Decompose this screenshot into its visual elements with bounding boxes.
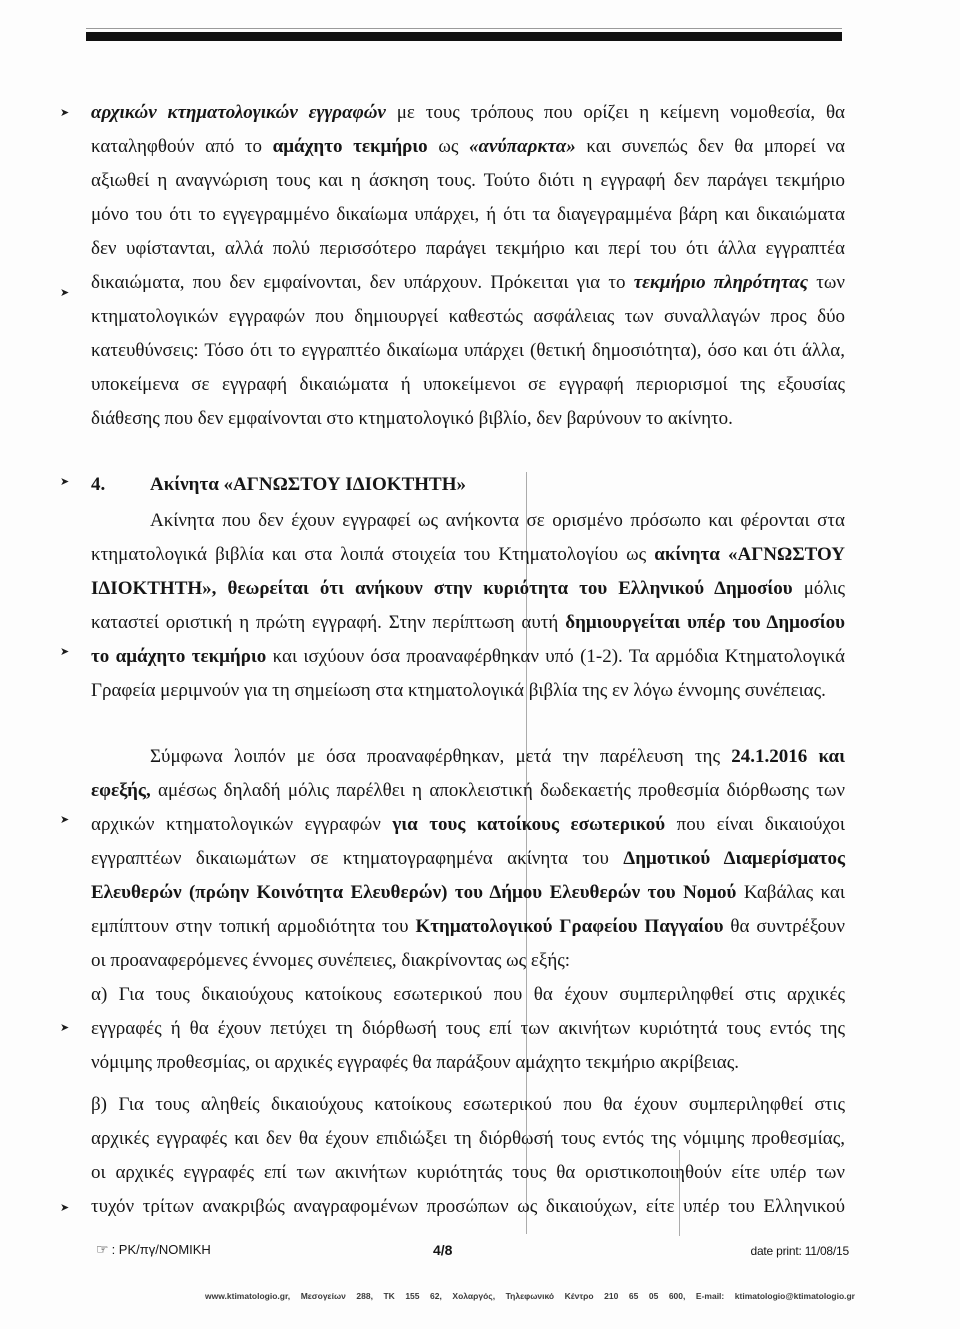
- text-line: [91, 1122, 845, 1156]
- line-text: [91, 306, 845, 327]
- line-text: [91, 612, 845, 633]
- margin-pointer-icon: ➤: [60, 475, 70, 488]
- text-run: Καβάλας και: [736, 882, 845, 903]
- text-run: τυχόν τρίτων ανακριβώς αναγραφομένων προσώπων ως δικαιούχων, είτε υπέρ του Ελληνικού: [91, 1196, 845, 1217]
- page-footer: [0, 1239, 960, 1261]
- text-run: εγγραφές ή θα έχουν πετύχει τη διόρθωσή τους επί των ακινήτων κυριότητά τους εντός της: [91, 1018, 845, 1039]
- text-line: [91, 96, 845, 130]
- paragraph-case-a: [91, 978, 845, 1080]
- line-text: [91, 950, 570, 971]
- text-run: αρχικές εγγραφές και δεν θα έχουν επιδιώξει τη διόρθωσή τους εντός της νόμιμης προθεσμίας,: [91, 1128, 845, 1149]
- text-run: αξιωθεί η αναγνώριση τους και η άσκηση τους. Τούτο διότι η εγγραφή δεν παράγει τεκμήριο: [91, 170, 845, 191]
- bold-italic-text: «ανύπαρκτα»: [469, 136, 576, 157]
- text-run: α) Για τους δικαιούχους κατοίκους εσωτερικού που θα έχουν συμπεριληφθεί στις αρχικές: [91, 984, 845, 1005]
- paragraph-registrations: [91, 96, 845, 436]
- text-run: που είναι δικαιούχοι: [665, 814, 845, 835]
- text-run: μόνο του ότι το εγγεγραμμένο δικαίωμα υπάρχει, ή ότι τα διαγεγραμμένα βάρη και δικαιώματα: [91, 204, 845, 225]
- line-text: [91, 882, 845, 903]
- line-text: [91, 408, 733, 429]
- line-text: [91, 780, 845, 801]
- text-line: [91, 198, 845, 232]
- line-text: [91, 578, 845, 599]
- pointing-hand-icon: ☞: [96, 1242, 109, 1258]
- text-run: εγγραπτέων δικαιωμάτων σε κτηματογραφημένα ακίνητα του: [91, 848, 624, 869]
- line-text: [150, 510, 845, 531]
- line-text: [91, 848, 845, 869]
- text-line: [91, 266, 845, 300]
- section-title: Ακίνητα «ΑΓΝΩΣΤΟΥ ΙΔΙΟΚΤΗΤΗ»: [150, 474, 466, 495]
- text-run: Γραφεία μεριμνούν για τη σημείωση στα κτηματολογικά βιβλία της εν λόγω έννομης συνέπειας.: [91, 680, 826, 701]
- text-line: [91, 740, 845, 774]
- text-line: [91, 978, 845, 1012]
- margin-pointer-icon: ➤: [60, 1021, 70, 1034]
- margin-pointer-icon: ➤: [60, 1201, 70, 1214]
- text-line: [91, 944, 845, 978]
- line-text: [91, 544, 845, 565]
- line-text: [91, 680, 826, 701]
- text-run: δικαιώματα, που δεν εμφαίνονται, δεν υπάρχουν. Πρόκειται για το: [91, 272, 634, 293]
- text-line: [91, 876, 845, 910]
- section-heading: [91, 468, 845, 502]
- bold-italic-text: τεκμήριο πληρότητας: [633, 272, 809, 293]
- bold-text: Κτηματολογικού Γραφείου Παγγαίου: [415, 916, 724, 937]
- text-line: [91, 1012, 845, 1046]
- paragraph-consequences: [91, 740, 845, 978]
- text-run: θα συντρέξουν: [723, 916, 845, 937]
- text-run: διάθεσης που δεν εμφαίνονται στο κτηματολογικό βιβλίο, δεν βαρύνουν το ακίνητο.: [91, 408, 733, 429]
- text-run: καταστεί οριστική η πρώτη εγγραφή. Στην περίπτωση αυτή: [91, 612, 566, 633]
- paragraph-case-b: [91, 1088, 845, 1224]
- text-run: αρχικών κτηματολογικών εγγραφών: [91, 814, 393, 835]
- scan-edge-line: [86, 28, 842, 29]
- bold-text: δημιουργείται υπέρ του Δημοσίου: [565, 612, 845, 633]
- line-text: [91, 170, 845, 191]
- line-text: [91, 1128, 845, 1149]
- line-text: [91, 814, 845, 835]
- paragraph-unknown-owner: [91, 504, 845, 708]
- line-text: [91, 1018, 845, 1039]
- text-line: [91, 572, 845, 606]
- address-line: [205, 1290, 855, 1302]
- text-run: ως: [427, 136, 470, 157]
- text-run: Σύμφωνα λοιπόν με όσα προαναφέρθηκαν, μετά την παρέλευση της: [150, 746, 732, 767]
- line-text: [91, 272, 845, 293]
- bold-text: το αμάχητο τεκμήριο: [91, 646, 267, 667]
- text-run: αμέσως δηλαδή μόλις παρέλθει η αποκλειστική δωδεκαετής προθεσμία διόρθωσης των: [150, 780, 845, 801]
- line-text: [91, 102, 845, 123]
- text-line: [91, 842, 845, 876]
- text-run: κτηματολογικών εγγραφών που δημιουργεί καθεστώς ασφάλειας των συναλλαγών προς δύο: [91, 306, 845, 327]
- line-text: [91, 916, 845, 937]
- scan-top-bar: [86, 32, 842, 41]
- date-print: date print: 11/08/15: [750, 1244, 849, 1258]
- line-text: [91, 374, 845, 395]
- footer-reference: [96, 1241, 211, 1259]
- text-line: [91, 334, 845, 368]
- bold-italic-text: αρχικών κτηματολογικών εγγραφών: [91, 102, 386, 123]
- line-text: [91, 340, 845, 361]
- margin-pointer-icon: ➤: [60, 286, 70, 299]
- text-line: [91, 1046, 845, 1080]
- text-run: Ακίνητα που δεν έχουν εγγραφεί ως ανήκοντα σε ορισμένο πρόσωπο και φέρονται στα: [150, 510, 845, 531]
- bold-text: ακίνητα «ΑΓΝΩΣΤΟΥ: [654, 544, 845, 565]
- text-line: [91, 774, 845, 808]
- bold-text: Δημοτικού Διαμερίσματος: [623, 848, 845, 869]
- text-line: [91, 808, 845, 842]
- line-text: [91, 1162, 845, 1183]
- text-run: οι αρχικές εγγραφές επί των ακινήτων κυριότητάς τους θα οριστικοποιηθούν είτε υπέρ των: [91, 1162, 845, 1183]
- text-run: εμπίπτουν στην τοπική αρμοδιότητα του: [91, 916, 416, 937]
- text-run: και συνεπώς δεν θα μπορεί να: [575, 136, 845, 157]
- text-line: [91, 130, 845, 164]
- text-line: [91, 368, 845, 402]
- line-text: [91, 204, 845, 225]
- bold-text: αμάχητο τεκμήριο: [272, 136, 428, 157]
- text-line: [91, 1156, 845, 1190]
- bold-text: ΙΔΙΟΚΤΗΤΗ», θεωρείται ότι ανήκουν στην κυριότητα του Ελληνικού Δημοσίου: [91, 578, 793, 599]
- text-line: [91, 1088, 845, 1122]
- text-run: μόλις: [792, 578, 845, 599]
- text-run: με τους τρόπους που ορίζει η κείμενη νομοθεσία, θα: [385, 102, 846, 123]
- text-line: [91, 674, 845, 708]
- bold-text: εφεξής,: [91, 780, 151, 801]
- bold-text: Ελευθερών (πρώην Κοινότητα Ελευθερών) του Δήμου Ελευθερών του Νομού: [91, 882, 737, 903]
- text-run: νόμιμης προθεσμίας, οι αρχικές εγγραφές θα παράξουν αμάχητο τεκμήριο ακρίβειας.: [91, 1052, 739, 1073]
- text-run: υποκείμενα σε εγγραφή δικαιώματα ή υποκείμενοι σε εγγραφή περιορισμοί της εξουσίας: [91, 374, 845, 395]
- margin-pointer-icon: ➤: [60, 645, 70, 658]
- text-run: κτηματολογικά βιβλία και στα λοιπά στοιχεία του Κτηματολογίου ως: [91, 544, 655, 565]
- text-run: οι προαναφερόμενες έννομες συνέπειες, διακρίνοντας ως εξής:: [91, 950, 571, 971]
- line-text: [91, 984, 845, 1005]
- page-number: 4/8: [433, 1242, 453, 1258]
- text-line: [91, 164, 845, 198]
- text-run: καταληφθούν από το: [91, 136, 273, 157]
- text-line: [91, 232, 845, 266]
- line-text: [91, 1196, 845, 1217]
- line-text: [91, 136, 845, 157]
- address-text: www.ktimatologio.gr, Μεσογείων 288, ΤΚ 155 62, Χολαργός, Τηλεφωνικό Κέντρο 210 65 05 600, E-mail: ktimatologio@ktimatologio.gr: [205, 1291, 855, 1301]
- margin-pointer-icon: ➤: [60, 813, 70, 826]
- text-line: [91, 606, 845, 640]
- line-text: [91, 646, 845, 667]
- text-line: [91, 504, 845, 538]
- text-line: [91, 300, 845, 334]
- text-run: κατευθύνσεις: Τόσο ότι το εγγραπτέο δικαίωμα υπάρχει (θετική δημοσιότητα), όσο και ότι άλλα,: [91, 340, 845, 361]
- text-line: [91, 402, 845, 436]
- line-text: [91, 238, 845, 259]
- text-line: [91, 640, 845, 674]
- line-text: [91, 1094, 845, 1115]
- text-run: και ισχύουν όσα προαναφέρθηκαν υπό (1-2). Τα αρμόδια Κτηματολογικά: [266, 646, 845, 667]
- text-line: [91, 538, 845, 572]
- text-run: β) Για τους αληθείς δικαιούχους κατοίκους εσωτερικού που θα έχουν συμπεριληφθεί στις: [91, 1094, 845, 1115]
- line-text: [150, 746, 845, 767]
- text-run: δεν υφίστανται, αλλά πολύ περισσότερο παράγει τεκμήριο και περί του ότι άλλα εγγραπτέα: [91, 238, 845, 259]
- text-line: [91, 1190, 845, 1224]
- section-number: 4.: [91, 474, 106, 495]
- footer-reference-text: : ΡΚ/πγ/ΝΟΜΙΚΗ: [111, 1242, 211, 1257]
- text-run: των: [808, 272, 845, 293]
- line-text: [91, 1052, 739, 1073]
- bold-text: για τους κατοίκους εσωτερικού: [392, 814, 666, 835]
- bold-text: 24.1.2016 και: [731, 746, 846, 767]
- margin-pointer-icon: ➤: [60, 106, 70, 119]
- text-line: [91, 910, 845, 944]
